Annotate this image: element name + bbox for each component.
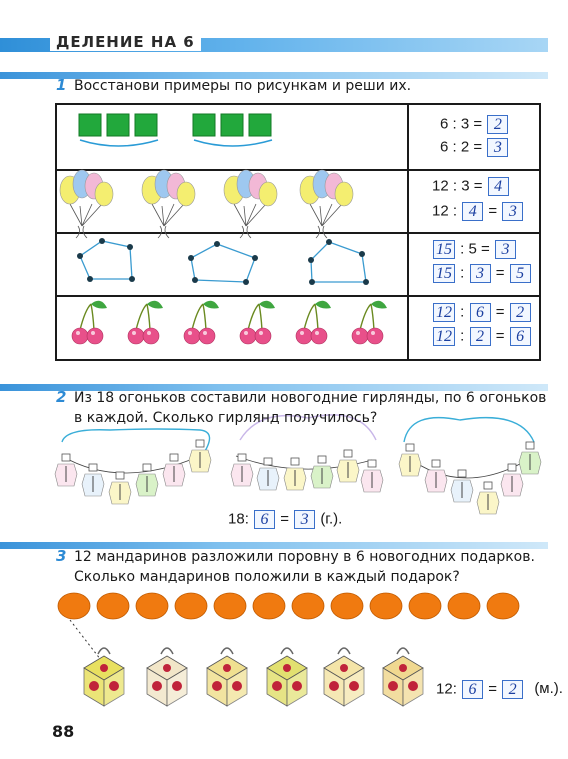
answer-box[interactable]: 15 xyxy=(433,264,455,283)
gift-box-icon xyxy=(324,648,364,706)
answer-box[interactable]: 3 xyxy=(470,264,491,283)
task-3-line2: Сколько мандаринов положили в каждый подарок? xyxy=(74,569,460,585)
bulb-icon xyxy=(136,464,158,496)
task-2-line1: Из 18 огоньков составили новогодние гирлянды, по 6 огоньков xyxy=(74,390,547,406)
cherry-icon xyxy=(72,301,107,344)
cherry-icon xyxy=(352,301,387,344)
task-1-number: 1 xyxy=(56,76,67,94)
answer-box[interactable]: 6 xyxy=(254,510,275,529)
task-3-answer: 12: 6 = 2 (м.). xyxy=(436,680,563,698)
answer-box[interactable]: 3 xyxy=(495,240,516,259)
cherry-icon xyxy=(128,301,163,344)
green-squares xyxy=(79,114,271,136)
eq-row4-b: 12 : 2 = 6 xyxy=(432,327,532,346)
answer-box[interactable]: 2 xyxy=(487,115,508,134)
task-2-line2: в каждой. Сколько гирлянд получилось? xyxy=(74,410,378,426)
bulb-icon xyxy=(109,472,131,504)
cherry-icon xyxy=(240,301,275,344)
answer-box[interactable]: 12 xyxy=(433,327,455,346)
answer-box[interactable]: 6 xyxy=(462,680,483,699)
tangerines xyxy=(58,593,519,619)
bulb-icon xyxy=(257,458,279,490)
bulb-icon xyxy=(231,454,253,486)
task-2-answer: 18: 6 = 3 (г.). xyxy=(228,510,343,528)
bulb-icon xyxy=(519,442,541,474)
cherry-icon xyxy=(296,301,331,344)
gift-box-icon xyxy=(267,648,307,706)
answer-box[interactable]: 15 xyxy=(433,240,455,259)
bulb-icon xyxy=(501,464,523,496)
balloons-icon xyxy=(142,170,195,238)
task-3-number: 3 xyxy=(56,547,67,565)
bulb-icon xyxy=(337,450,359,482)
task-2-number: 2 xyxy=(56,388,67,406)
answer-box[interactable]: 2 xyxy=(502,680,523,699)
answer-box[interactable]: 3 xyxy=(487,138,508,157)
gift-box-icon xyxy=(84,648,124,706)
answer-box[interactable]: 4 xyxy=(488,177,509,196)
gift-box-icon xyxy=(147,648,187,706)
answer-box[interactable]: 4 xyxy=(462,202,483,221)
balloons-icon xyxy=(300,170,353,238)
pentagon-figures xyxy=(80,241,366,282)
page-title: ДЕЛЕНИЕ НА 6 xyxy=(50,33,201,51)
eq-row3-b: 15 : 3 = 5 xyxy=(432,264,532,283)
answer-box[interactable]: 12 xyxy=(433,303,455,322)
bulb-icon xyxy=(284,458,306,490)
task-1-text: Восстанови примеры по рисункам и реши их. xyxy=(74,78,412,94)
bulb-icon xyxy=(451,470,473,502)
answer-box[interactable]: 6 xyxy=(470,303,491,322)
eq-row1-b: 6 : 2 = 3 xyxy=(440,138,509,157)
answer-box[interactable]: 2 xyxy=(510,303,531,322)
answer-box[interactable]: 5 xyxy=(510,264,531,283)
bulb-icon xyxy=(477,482,499,514)
bulb-icon xyxy=(425,460,447,492)
gift-box-icon xyxy=(383,648,423,706)
cherry-icon xyxy=(184,301,219,344)
eq-row1-a: 6 : 3 = 2 xyxy=(440,115,509,134)
bulb-icon xyxy=(55,454,77,486)
balloons-icon xyxy=(60,170,113,238)
bulb-icon xyxy=(163,454,185,486)
answer-box[interactable]: 2 xyxy=(470,327,491,346)
answer-box[interactable]: 6 xyxy=(510,327,531,346)
eq-row2-a: 12 : 3 = 4 xyxy=(432,177,510,196)
bulb-icon xyxy=(311,456,333,488)
bulb-icon xyxy=(399,444,421,476)
bulb-icon xyxy=(82,464,104,496)
task-3-line1: 12 мандаринов разложили поровну в 6 новогодних подарков. xyxy=(74,549,535,565)
page-number: 88 xyxy=(52,722,75,741)
answer-box[interactable]: 3 xyxy=(502,202,523,221)
gift-box-icon xyxy=(207,648,247,706)
eq-row3-a: 15 : 5 = 3 xyxy=(432,240,517,259)
eq-row2-b: 12 : 4 = 3 xyxy=(432,202,524,221)
eq-row4-a: 12 : 6 = 2 xyxy=(432,303,532,322)
bulb-icon xyxy=(361,460,383,492)
balloons-icon xyxy=(224,170,277,238)
answer-box[interactable]: 3 xyxy=(294,510,315,529)
